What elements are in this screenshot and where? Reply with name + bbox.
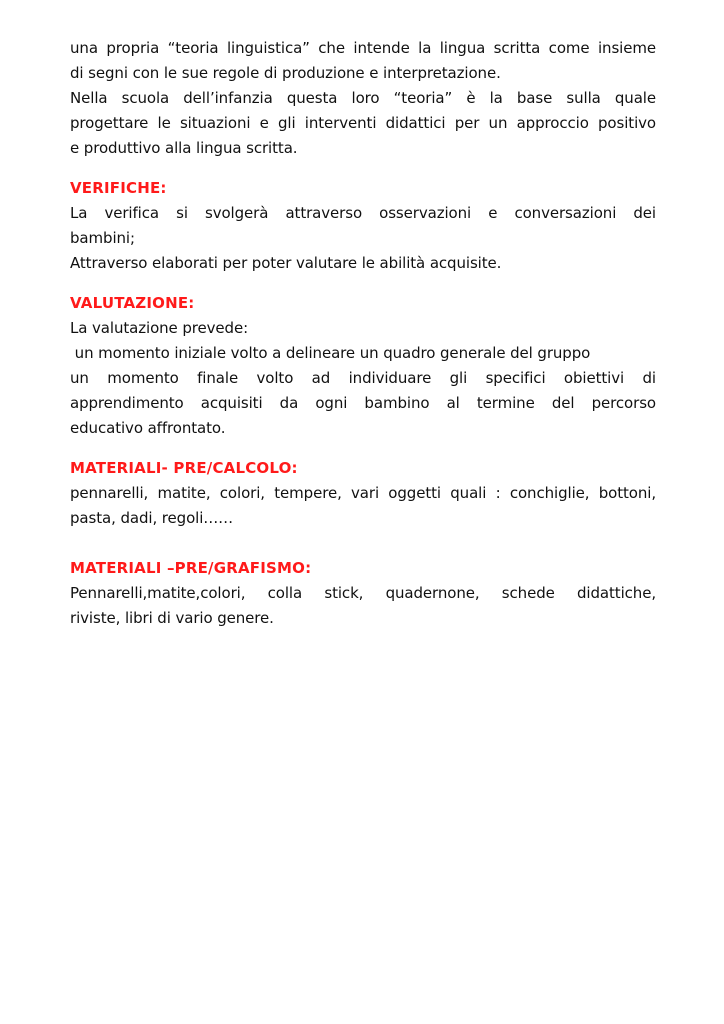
intro-line: e produttivo alla lingua scritta. [70,139,298,157]
valutazione-line: La valutazione prevede: [70,319,249,337]
verifiche-heading: VERIFICHE: [70,179,167,197]
verifiche-line: Attraverso elaborati per poter valutare le abilità acquisite. [70,254,502,272]
intro-paragraph [70,36,656,161]
intro-line: una propria “teoria linguistica” che intende la lingua scritta come insieme [70,39,656,57]
verifiche-line: bambini; [70,229,135,247]
intro-line: di segni con le sue regole di produzione e interpretazione. [70,64,501,82]
valutazione-line: un momento iniziale volto a delineare un quadro generale del gruppo [70,344,591,362]
valutazione-line: educativo affrontato. [70,419,226,437]
intro-line: progettare le situazioni e gli interventi didattici per un approccio positivo [70,114,656,132]
verifiche-line: La verifica si svolgerà attraverso osservazioni e conversazioni dei [70,204,656,222]
materiali-grafismo-line: riviste, libri di vario genere. [70,609,274,627]
materiali-grafismo-section [70,556,656,631]
materiali-calcolo-line: pasta, dadi, regoli…… [70,509,234,527]
valutazione-line: apprendimento acquisiti da ogni bambino al termine del percorso [70,394,656,412]
materiali-grafismo-line: Pennarelli,matite,colori, colla stick, quadernone, schede didattiche, [70,584,656,602]
materiali-calcolo-heading: MATERIALI- PRE/CALCOLO: [70,459,298,477]
document-page [70,36,656,631]
materiali-grafismo-heading: MATERIALI –PRE/GRAFISMO: [70,559,312,577]
valutazione-section [70,291,656,441]
materiali-calcolo-line: pennarelli, matite, colori, tempere, vari oggetti quali : conchiglie, bottoni, [70,484,656,502]
materiali-calcolo-section [70,456,656,531]
verifiche-section [70,176,656,276]
intro-line: Nella scuola dell’infanzia questa loro “teoria” è la base sulla quale [70,89,656,107]
valutazione-line: un momento finale volto ad individuare gli specifici obiettivi di [70,369,656,387]
valutazione-heading: VALUTAZIONE: [70,294,195,312]
